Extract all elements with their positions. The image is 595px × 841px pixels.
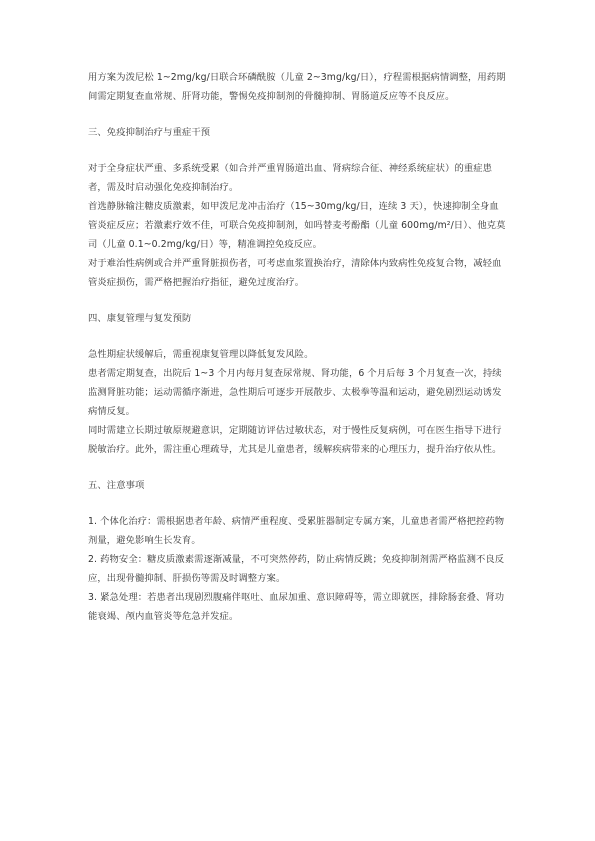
section-continuation	[88, 68, 508, 106]
paragraph: 首选静脉输注糖皮质激素，如甲泼尼龙冲击治疗（15~30mg/kg/日，连续 3 天），快速抑制全身血管炎症反应；若激素疗效不佳，可联合免疫抑制剂，如吗替麦考酚酯（儿童 600mg/m²/日）、他克莫司（儿童 0.1~0.2mg/kg/日）等，精准调控免疫反应。	[88, 201, 506, 250]
paragraph: 用方案为泼尼松 1~2mg/kg/日联合环磷酰胺（儿童 2~3mg/kg/日），疗程需根据病情调整，用药期间需定期复查血常规、肝肾功能，警惕免疫抑制剂的骨髓抑制、胃肠道反应等不良反应。	[88, 72, 506, 102]
list-item: 3. 紧急处理：若患者出现剧烈腹痛伴呕吐、血尿加重、意识障碍等，需立即就医，排除肠套叠、肾功能衰竭、颅内血管炎等危急并发症。	[88, 592, 505, 622]
list-item: 2. 药物安全：糖皮质激素需逐渐减量，不可突然停药，防止病情反跳；免疫抑制剂需严格监测不良反应，出现骨髓抑制、肝损伤等需及时调整方案。	[88, 554, 505, 584]
section-heading: 三、免疫抑制治疗与重症干预	[88, 127, 211, 138]
section-rehabilitation	[88, 309, 508, 459]
section-heading: 四、康复管理与复发预防	[88, 313, 192, 324]
section-precautions	[88, 476, 508, 626]
paragraph: 急性期症状缓解后，需重视康复管理以降低复发风险。	[88, 349, 314, 360]
section-immunosuppression	[88, 123, 508, 292]
section-heading: 五、注意事项	[88, 480, 145, 491]
paragraph: 对于难治性病例或合并严重肾脏损伤者，可考虑血浆置换治疗，清除体内致病性免疫复合物，减轻血管炎症损伤，需严格把握治疗指征，避免过度治疗。	[88, 258, 502, 288]
document-page	[88, 68, 508, 626]
paragraph: 对于全身症状严重、多系统受累（如合并严重胃肠道出血、肾病综合征、神经系统症状）的重症患者，需及时启动强化免疫抑制治疗。	[88, 163, 493, 193]
paragraph: 患者需定期复查，出院后 1~3 个月内每月复查尿常规、肾功能，6 个月后每 3 个月复查一次，持续监测肾脏功能；运动需循序渐进，急性期后可逐步开展散步、太极拳等温和运动，避免剧烈运动诱发病情反复。	[88, 368, 502, 417]
paragraph: 同时需建立长期过敏原规避意识，定期随访评估过敏状态，对于慢性反复病例，可在医生指导下进行脱敏治疗。此外，需注重心理疏导，尤其是儿童患者，缓解疾病带来的心理压力，提升治疗依从性。	[88, 425, 502, 455]
list-item: 1. 个体化治疗：需根据患者年龄、病情严重程度、受累脏器制定专属方案，儿童患者需严格把控药物剂量，避免影响生长发育。	[88, 516, 505, 546]
